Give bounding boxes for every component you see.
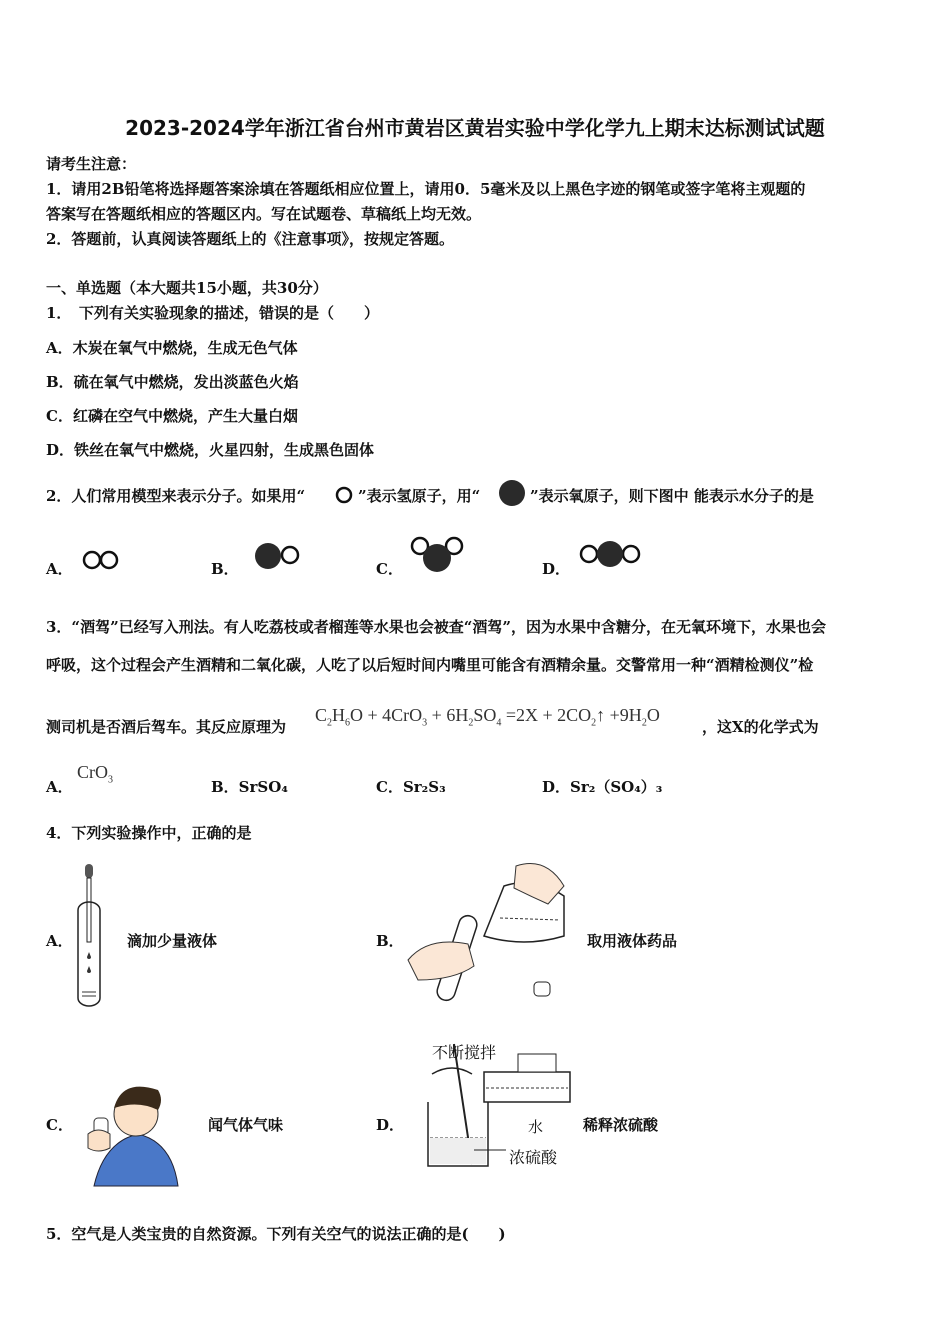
q2-stem-part2: ”表示氢原子，用“ xyxy=(358,487,481,505)
q4-option-c-label: C． xyxy=(46,1116,73,1134)
molecule-oh-icon xyxy=(252,541,304,571)
q5-stem: 5．空气是人类宝贵的自然资源。下列有关空气的说法正确的是( ) xyxy=(46,1225,506,1243)
molecule-h2-icon xyxy=(82,549,122,571)
q2-option-b: B． xyxy=(211,560,239,578)
oxygen-atom-icon xyxy=(496,478,528,508)
pour-liquid-image xyxy=(404,858,574,1012)
notice-heading: 请考生注意： xyxy=(46,155,137,173)
q1-option-d: D．铁丝在氧气中燃烧，火星四射，生成黑色固体 xyxy=(46,441,375,459)
q3-option-a-label: A． xyxy=(46,778,73,796)
notice-line-1: 1．请用2B铅笔将选择题答案涂填在答题纸相应位置上，请用0．5毫米及以上黑色字迹的钢笔或签字笔将主观题的 xyxy=(46,180,806,198)
section-heading: 一、单选题（本大题共15小题，共30分） xyxy=(46,279,328,297)
q3-option-b: B．SrSO₄ xyxy=(211,778,288,796)
stir-label: 不断搅拌 xyxy=(432,1043,497,1062)
q4-option-b-label: B． xyxy=(376,932,404,950)
q3-line-3-end: ，这X的化学式为 xyxy=(702,718,819,736)
q2-stem-part3: ”表示氧原子，则下图中 能表示水分子的是 xyxy=(530,487,814,505)
q4-option-c-text: 闻气体气味 xyxy=(208,1116,284,1134)
q1-stem: 1． 下列有关实验现象的描述，错误的是（ ） xyxy=(46,304,379,322)
reaction-equation: $C_2H_6O + 4CrO_3 + 6H_2SO_4 =2X$ + $2CO_2↑ +9H_2O$ xyxy=(315,705,660,729)
q1-option-a: A．木炭在氧气中燃烧，生成无色气体 xyxy=(46,339,298,357)
q2-option-d: D． xyxy=(542,560,571,578)
hydrogen-atom-icon xyxy=(334,485,354,505)
q2-option-a: A． xyxy=(46,560,73,578)
q4-option-a-text: 滴加少量液体 xyxy=(127,932,218,950)
q3-line-3-start: 测司机是否酒后驾车。其反应原理为 xyxy=(46,718,287,736)
page-title: 2023-2024学年浙江省台州市黄岩区黄岩实验中学化学九上期末达标测试试题 xyxy=(125,116,825,140)
q2-option-c: C． xyxy=(376,560,403,578)
notice-line-3: 2．答题前，认真阅读答题纸上的《注意事项》，按规定答题。 xyxy=(46,230,454,248)
molecule-water-bent-icon xyxy=(408,536,468,574)
q4-option-d-label: D． xyxy=(376,1116,405,1134)
q1-option-c: C．红磷在空气中燃烧，产生大量白烟 xyxy=(46,407,298,425)
molecule-water-linear-icon xyxy=(577,540,643,568)
q2-stem-part1: 2．人们常用模型来表示分子。如果用“ xyxy=(46,487,306,505)
notice-line-2: 答案写在答题纸相应的答题区内。写在试题卷、草稿纸上均无效。 xyxy=(46,205,482,223)
q3-option-c: C．Sr₂S₃ xyxy=(376,778,446,796)
q4-option-b-text: 取用液体药品 xyxy=(587,932,678,950)
q4-stem: 4．下列实验操作中，正确的是 xyxy=(46,824,252,842)
q4-option-a-label: A． xyxy=(46,932,73,950)
q3-option-d: D．Sr₂（SO₄）₃ xyxy=(542,778,663,796)
q1-option-b: B．硫在氧气中燃烧，发出淡蓝色火焰 xyxy=(46,373,299,391)
q3-option-a-formula: CrO$_3$ xyxy=(77,762,113,786)
conc-acid-label: 浓硫酸 xyxy=(509,1148,558,1167)
q4-option-d-text: 稀释浓硫酸 xyxy=(583,1116,659,1134)
dropper-test-tube-image xyxy=(74,862,104,1016)
q3-option-a-formula-text: CrO xyxy=(77,762,108,782)
q3-line-2: 呼吸，这个过程会产生酒精和二氧化碳，人吃了以后短时间内嘴里可能含有酒精余量。交警常用一种“酒精检测仪”检 xyxy=(46,656,814,674)
q3-line-1: 3．“酒驾”已经写入刑法。有人吃荔枝或者榴莲等水果也会被查“酒驾”，因为水果中含糖分，在无氧环境下，水果也会 xyxy=(46,618,826,636)
smelling-gas-boy-image xyxy=(74,1078,180,1194)
water-label: 水 xyxy=(528,1118,544,1136)
